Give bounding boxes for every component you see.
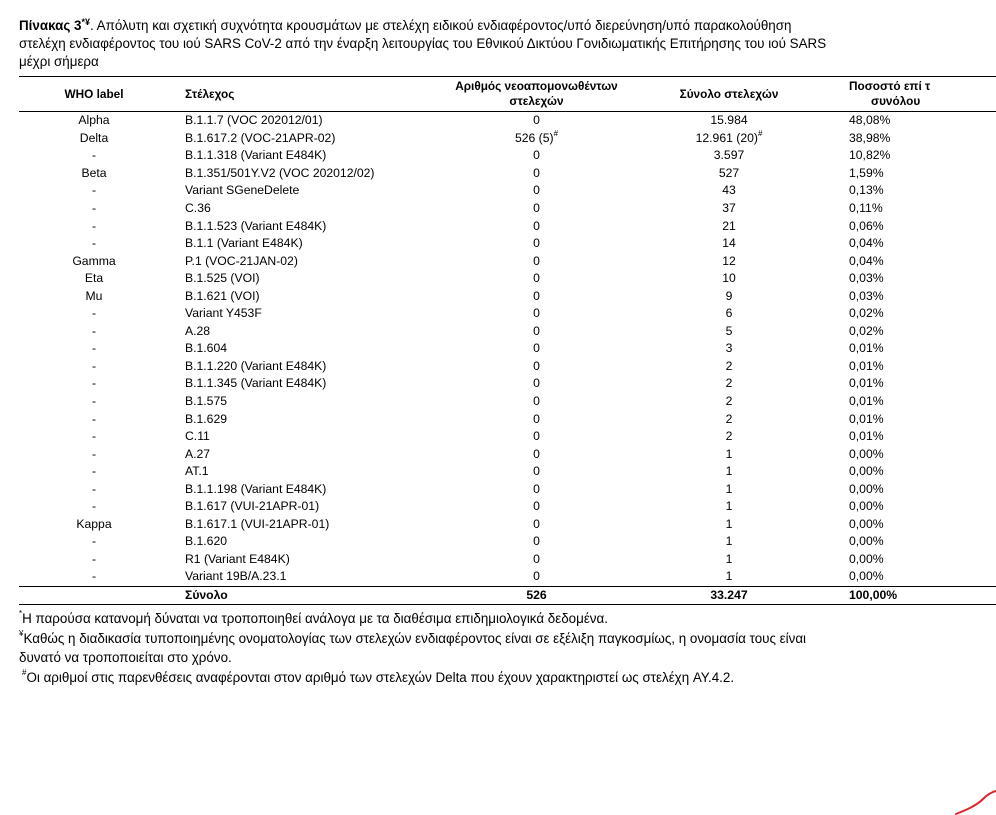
cell-total-strains: 1 — [725, 499, 733, 514]
cell-who-label: - — [91, 411, 97, 426]
variants-table — [19, 76, 996, 605]
cell-percentage: 0,01% — [849, 429, 884, 444]
cell-percentage: 0,02% — [849, 306, 884, 321]
table-row — [19, 217, 996, 235]
table-row — [19, 568, 996, 586]
cell-new-isolates: 0 — [533, 183, 540, 198]
cell-strain: B.1.351/501Y.V2 (VOC 202012/02) — [185, 165, 375, 180]
cell-new-isolates: 0 — [533, 376, 540, 391]
table-row — [19, 498, 996, 516]
cell-who-label: - — [91, 551, 97, 566]
cell-percentage: 0,01% — [849, 358, 884, 373]
cell-total-pct: 100,00% — [814, 586, 996, 604]
cell-percentage: 0,01% — [849, 411, 884, 426]
cell-new-isolates: 0 — [533, 113, 540, 128]
cell-total-strains: 10 — [722, 271, 736, 286]
cell-who-label: - — [91, 464, 97, 479]
cell-strain: Variant SGeneDelete — [185, 183, 300, 198]
cell-who-label: - — [91, 394, 97, 409]
footnotes — [19, 609, 994, 687]
cell-new-isolates: 0 — [533, 288, 540, 303]
header-who-label: WHO label — [19, 77, 169, 112]
cell-strain: B.1.1 (Variant E484K) — [185, 236, 303, 251]
cell-who-label: - — [91, 201, 97, 215]
cell-percentage: 0,01% — [849, 341, 884, 356]
cell-percentage: 0,00% — [849, 516, 884, 531]
cell-strain: B.1.629 — [185, 411, 228, 426]
cell-total-strains: 1 — [725, 446, 733, 461]
cell-percentage: 0,00% — [849, 534, 884, 549]
cell-who-label: Gamma — [72, 253, 116, 268]
table-row — [19, 551, 996, 569]
table-row — [19, 235, 996, 253]
table-caption — [19, 17, 994, 70]
table-row — [19, 358, 996, 376]
table-row — [19, 147, 996, 165]
cell-percentage: 0,03% — [849, 271, 884, 286]
cell-total-strains: 12.961 (20)# — [695, 128, 763, 145]
cell-new-isolates: 0 — [533, 429, 540, 444]
cell-who-label: - — [91, 358, 97, 373]
cell-new-isolates: 0 — [533, 481, 540, 496]
cell-who-label: Alpha — [78, 113, 110, 128]
table-row — [19, 112, 996, 130]
cell-total-empty — [19, 586, 169, 604]
table-row — [19, 270, 996, 288]
table-row — [19, 200, 996, 218]
cell-percentage: 0,00% — [849, 481, 884, 496]
table-total-row — [19, 586, 996, 604]
cell-strain: B.1.1.198 (Variant E484K) — [185, 481, 327, 496]
table-row — [19, 393, 996, 411]
cell-new-isolates: 0 — [533, 271, 540, 286]
caption-text: . Απόλυτη και σχετική συχνότητα κρουσμάτων με στελέχη ειδικού ενδιαφέροντος/υπό διερεύνηση/υπό παρακολούθηση — [89, 18, 792, 33]
table-row — [19, 340, 996, 358]
cell-strain: B.1.617.1 (VUI-21APR-01) — [185, 516, 330, 531]
table-row — [19, 165, 996, 183]
cell-who-label: - — [91, 446, 97, 461]
cell-total-strains: 2 — [725, 411, 733, 426]
table-row — [19, 463, 996, 481]
cell-total-strains: 9 — [725, 288, 733, 303]
cell-total-strains: 1 — [725, 569, 733, 584]
table-row — [19, 375, 996, 393]
cell-who-label: - — [91, 429, 97, 444]
cell-strain: B.1.1.345 (Variant E484K) — [185, 376, 327, 391]
cell-percentage: 0,11% — [849, 201, 883, 215]
cell-total-strains: 527 — [718, 165, 740, 180]
cell-strain: B.1.620 — [185, 534, 228, 549]
header-strain: Στέλεχος — [169, 77, 429, 112]
cell-strain: C.11 — [185, 429, 210, 444]
cell-strain: B.1.1.523 (Variant E484K) — [185, 218, 327, 233]
cell-percentage: 0,00% — [849, 464, 884, 479]
cell-new-isolates: 0 — [533, 516, 540, 531]
table-row — [19, 305, 996, 323]
cell-strain: A.27 — [185, 446, 211, 461]
cell-who-label: - — [91, 341, 97, 356]
footnote-2: ¥Καθώς η διαδικασία τυποποιημένης ονοματολογίας των στελεχών ενδιαφέροντος είναι σε εξέλιξη παγκοσμίως, η ονομασία τους είναι — [19, 628, 807, 646]
table-row — [19, 533, 996, 551]
footnote-3: #Οι αριθμοί στις παρενθέσεις αναφέρονται στον αριθμό των στελεχών Delta που έχουν χαρακτηριστεί ως στελέχη AY.4.2. — [22, 667, 735, 685]
cell-new-isolates: 526 (5)# — [514, 128, 559, 145]
cell-total-strains: 3.597 — [713, 148, 745, 163]
cell-new-isolates: 0 — [533, 253, 540, 268]
cell-total-strains: 3 — [725, 341, 733, 356]
cell-who-label: - — [91, 236, 97, 251]
caption-line3: μέχρι σήμερα — [19, 53, 99, 69]
cell-who-label: - — [91, 218, 97, 233]
cell-percentage: 0,01% — [849, 394, 884, 409]
cell-new-isolates: 0 — [533, 569, 540, 584]
cell-new-isolates: 0 — [533, 165, 540, 180]
caption-line2: στελέχη ενδιαφέροντος του ιού SARS CoV-2 από την έναρξη λειτουργίας του Εθνικού Δικτύου Γονιδιωματικής Επιτήρησης του ιού SARS — [19, 35, 827, 51]
cell-strain: B.1.1.220 (Variant E484K) — [185, 358, 327, 373]
cell-who-label: - — [91, 569, 97, 584]
table-row — [19, 445, 996, 463]
cell-who-label: Beta — [81, 165, 107, 180]
cell-strain: B.1.617 (VUI-21APR-01) — [185, 499, 320, 514]
cell-new-isolates: 0 — [533, 201, 540, 215]
cell-who-label: Delta — [79, 130, 109, 145]
cell-new-isolates: 0 — [533, 411, 540, 426]
cell-percentage: 0,06% — [849, 218, 884, 233]
cell-percentage: 0,00% — [849, 499, 884, 514]
cell-total-strains: 2 — [725, 429, 733, 444]
cell-total-strains: 5 — [725, 323, 733, 338]
cell-new-isolates: 0 — [533, 323, 540, 338]
cell-new-isolates: 0 — [533, 464, 540, 479]
table-row — [19, 323, 996, 341]
cell-total-strains: 14 — [722, 236, 736, 251]
cell-percentage: 0,01% — [849, 376, 884, 391]
table-row — [19, 182, 996, 200]
cell-total-strains: 15.984 — [710, 113, 748, 128]
cell-strain: Variant 19B/A.23.1 — [185, 569, 287, 584]
cell-who-label: Mu — [85, 288, 103, 303]
cell-percentage: 0,13% — [849, 183, 884, 198]
cell-total-strains: 1 — [725, 551, 733, 566]
cell-strain: C.36 — [185, 201, 211, 215]
red-pen-mark — [952, 790, 996, 815]
table-row — [19, 516, 996, 534]
table-row — [19, 428, 996, 446]
cell-total-strains: 12 — [722, 253, 736, 268]
cell-who-label: - — [91, 376, 97, 391]
cell-who-label: Eta — [84, 271, 104, 286]
table-row — [19, 252, 996, 270]
cell-who-label: - — [91, 481, 97, 496]
cell-percentage: 0,00% — [849, 551, 884, 566]
cell-strain: B.1.575 — [185, 394, 228, 409]
cell-total-strains: 2 — [725, 376, 733, 391]
cell-who-label: - — [91, 323, 97, 338]
cell-new-isolates: 0 — [533, 236, 540, 251]
cell-percentage: 0,03% — [849, 288, 884, 303]
cell-strain: AT.1 — [185, 464, 209, 479]
footnote-2-cont: δυνατό να τροποποιείται στο χρόνο. — [19, 650, 232, 665]
cell-total-strains: 2 — [725, 358, 733, 373]
cell-new-isolates: 0 — [533, 394, 540, 409]
table-header-row — [19, 77, 996, 112]
table-row — [19, 287, 996, 305]
cell-strain: B.1.604 — [185, 341, 228, 356]
cell-total-strains: 1 — [725, 516, 733, 531]
cell-percentage: 10,82% — [849, 148, 891, 163]
table-row — [19, 130, 996, 148]
cell-total-sum: 33.247 — [644, 586, 814, 604]
cell-strain: Variant Y453F — [185, 306, 262, 321]
cell-strain: R1 (Variant E484K) — [185, 551, 290, 566]
table-row — [19, 410, 996, 428]
cell-new-isolates: 0 — [533, 551, 540, 566]
cell-strain: B.1.525 (VOI) — [185, 271, 260, 286]
cell-percentage: 1,59% — [849, 165, 884, 180]
cell-percentage: 0,00% — [849, 569, 884, 584]
cell-new-isolates: 0 — [533, 534, 540, 549]
cell-total-strains: 37 — [722, 201, 736, 215]
header-new-isolates: Αριθμός νεοαπομονωθέντων στελεχών — [429, 77, 644, 112]
cell-total-strains: 43 — [722, 183, 736, 198]
cell-total-strains: 6 — [725, 306, 733, 321]
header-percentage: Ποσοστό επί τ συνόλου — [814, 77, 996, 112]
cell-who-label: - — [91, 534, 97, 549]
caption-label: Πίνακας 3*¥ — [19, 17, 90, 33]
cell-new-isolates: 0 — [533, 306, 540, 321]
footnote-1: *Η παρούσα κατανομή δύναται να τροποποιηθεί ανάλογα με τα διαθέσιμα επιδημιολογικά δεδομένα. — [19, 609, 608, 626]
cell-who-label: - — [91, 306, 97, 321]
cell-percentage: 0,04% — [849, 236, 884, 251]
cell-total-strains: 1 — [725, 481, 733, 496]
cell-strain: P.1 (VOC-21JAN-02) — [185, 253, 298, 268]
cell-percentage: 0,04% — [849, 253, 884, 268]
cell-new-isolates: 0 — [533, 499, 540, 514]
cell-who-label: - — [91, 183, 97, 198]
cell-total-strains: 1 — [725, 534, 733, 549]
header-total-strains: Σύνολο στελεχών — [644, 77, 814, 112]
cell-who-label: - — [91, 499, 97, 514]
cell-total-strains: 1 — [725, 464, 733, 479]
cell-total-new: 526 — [429, 586, 644, 604]
cell-new-isolates: 0 — [533, 148, 540, 163]
cell-percentage: 48,08% — [849, 113, 891, 128]
cell-who-label: Kappa — [76, 516, 112, 531]
cell-new-isolates: 0 — [533, 358, 540, 373]
cell-total-strains: 2 — [725, 394, 733, 409]
cell-strain: B.1.617.2 (VOC-21APR-02) — [185, 130, 336, 145]
cell-strain: B.1.1.318 (Variant E484K) — [185, 148, 327, 163]
cell-who-label: - — [91, 148, 97, 163]
cell-new-isolates: 0 — [533, 218, 540, 233]
cell-percentage: 0,00% — [849, 446, 884, 461]
cell-percentage: 38,98% — [849, 130, 891, 145]
cell-new-isolates: 0 — [533, 446, 540, 461]
table-row — [19, 480, 996, 498]
cell-strain: B.1.621 (VOI) — [185, 288, 260, 303]
cell-strain: B.1.1.7 (VOC 202012/01) — [185, 113, 323, 128]
cell-total-label: Σύνολο — [169, 586, 429, 604]
cell-total-strains: 21 — [722, 218, 736, 233]
cell-strain: A.28 — [185, 323, 211, 338]
cell-percentage: 0,02% — [849, 323, 884, 338]
cell-new-isolates: 0 — [533, 341, 540, 356]
